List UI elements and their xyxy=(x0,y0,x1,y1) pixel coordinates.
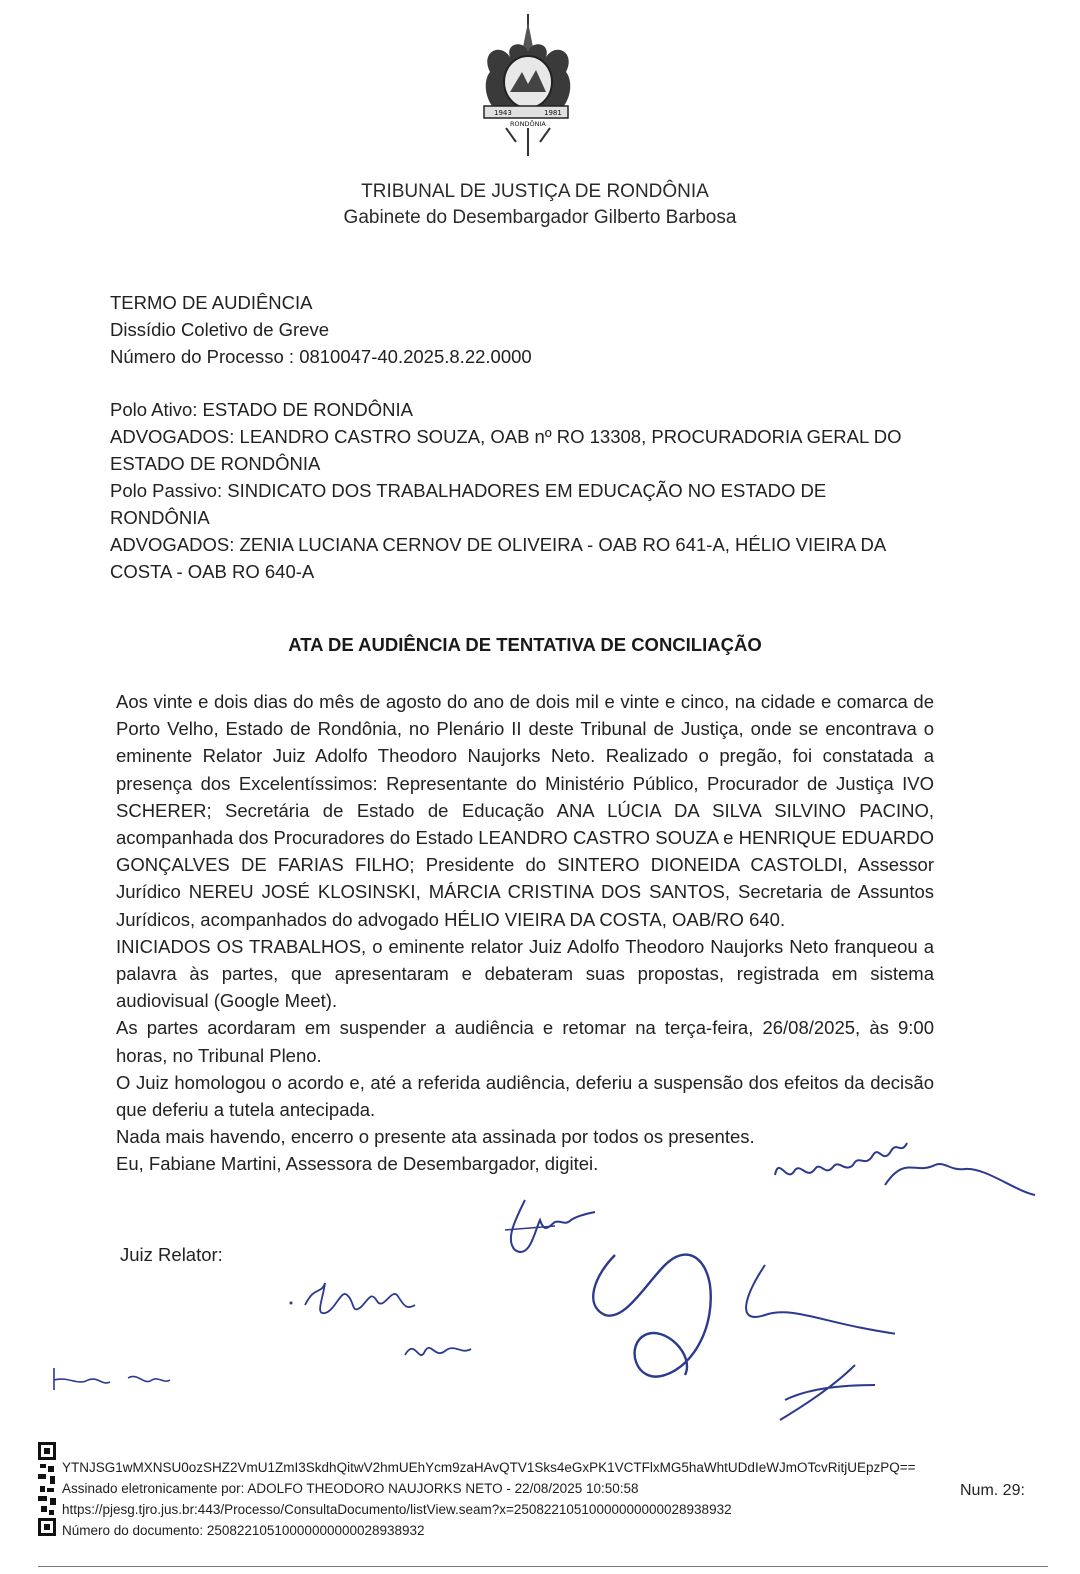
paragraph-closing: Nada mais havendo, encerro o presente ata assinada por todos os presentes. xyxy=(116,1126,755,1148)
document-url[interactable]: https://pjesg.tjro.jus.br:443/Processo/ConsultaDocumento/listView.seam?x=25082210510000000000028938932 xyxy=(62,1502,732,1517)
court-title: TRIBUNAL DE JUSTIÇA DE RONDÔNIA xyxy=(361,181,709,202)
page-number: Num. 29: xyxy=(960,1482,1025,1499)
paragraph-suspension: As partes acordaram em suspender a audiência e retomar na terça-feira, 26/08/2025, às 9:00 horas, no Tribunal Pleno. xyxy=(116,1017,934,1066)
active-party: Polo Ativo: ESTADO DE RONDÔNIA xyxy=(110,399,413,420)
term-type: Dissídio Coletivo de Greve xyxy=(110,319,330,340)
bottom-divider xyxy=(38,1566,1048,1567)
judge-label: Juiz Relator: xyxy=(120,1244,223,1265)
signature-initials xyxy=(48,1360,178,1400)
emblem-banner: RONDÔNIA xyxy=(510,120,546,128)
signature-dioneida xyxy=(765,1125,1045,1205)
passive-lawyers: ADVOGADOS: ZENIA LUCIANA CERNOV DE OLIVEIRA - OAB RO 641-A, HÉLIO VIEIRA DA COSTA - OAB RO 640-A xyxy=(110,534,886,582)
paragraph-homologation: O Juiz homologou o acordo e, até a referida audiência, deferiu a suspensão dos efeitos da decisão que deferiu a tutela antecipada. xyxy=(116,1071,934,1121)
minutes-title: ATA DE AUDIÊNCIA DE TENTATIVA DE CONCILIAÇÃO xyxy=(288,634,762,655)
document-hash: YTNJSG1wMXNSU0ozSHZ2VmU1ZmI3SkdhQitwV2hmUEhYcm9zaHAvQTV1Sks4eGxPK1VCTFlxMG5haWhtUDdIeWJmOTcvRitjUEpzPQ== xyxy=(62,1460,916,1475)
rondonia-coat-of-arms-icon xyxy=(470,12,582,158)
parties-block xyxy=(110,396,930,585)
active-lawyers: ADVOGADOS: LEANDRO CASTRO SOUZA, OAB nº RO 13308, PROCURADORIA GERAL DO ESTADO DE RONDÔNIA xyxy=(110,426,902,474)
signed-by: Assinado eletronicamente por: ADOLFO THEODORO NAUJORKS NETO - 22/08/2025 10:50:58 xyxy=(62,1481,639,1496)
paragraph-typist: Eu, Fabiane Martini, Assessora de Desembargador, digitei. xyxy=(116,1153,599,1175)
emblem-year-left: 1943 xyxy=(494,109,512,117)
cabinet-name: Gabinete do Desembargador Gilberto Barbosa xyxy=(343,207,737,228)
signature-footer xyxy=(62,1457,915,1541)
passive-party: Polo Passivo: SINDICATO DOS TRABALHADORES EM EDUCAÇÃO NO ESTADO DE RONDÔNIA xyxy=(110,480,827,528)
term-title: TERMO DE AUDIÊNCIA xyxy=(110,292,313,313)
signature-large xyxy=(575,1225,895,1425)
process-number: Número do Processo : 0810047-40.2025.8.22.0000 xyxy=(110,346,532,367)
emblem-year-right: 1981 xyxy=(544,109,562,117)
term-block xyxy=(110,289,532,370)
paragraph-work-started: INICIADOS OS TRABALHOS, o eminente relator Juiz Adolfo Theodoro Naujorks Neto franqueou a palavra às partes, que apresentaram e debateram suas propostas, registrada em sistema audiovisual (Google Meet). xyxy=(116,935,934,1012)
document-number: Número do documento: 25082210510000000000028938932 xyxy=(62,1523,425,1538)
minutes-body xyxy=(116,688,934,1178)
paragraph-opening: Aos vinte e dois dias do mês de agosto do ano de dois mil e vinte e cinco, na cidade e comarca de Porto Velho, Estado de Rondônia, no Plenário II deste Tribunal de Justiça, onde se encontrava o eminente Relator Juiz Adolfo Theodoro Naujorks Neto. Realizado o pregão, foi constatada a presença dos Excelentíssimos: Representante do Ministério Público, Procurador de Justiça IVO SCHERER; Secretária de Estado de Educação ANA LÚCIA DA SILVA SILVINO PACINO, acompanhada dos Procuradores do Estado LEANDRO CASTRO SOUZA e HENRIQUE EDUARDO GONÇALVES DE FARIAS FILHO; Presidente do SINTERO DIONEIDA CASTOLDI, Assessor Jurídico NEREU JOSÉ KLOSINSKI, MÁRCIA CRISTINA DOS SANTOS, Secretaria de Assuntos Jurídicos, acompanhados do advogado HÉLIO VIEIRA DA COSTA, OAB/RO 640. xyxy=(116,691,934,930)
qr-code-icon xyxy=(38,1442,56,1536)
signature-judge xyxy=(285,1255,525,1395)
